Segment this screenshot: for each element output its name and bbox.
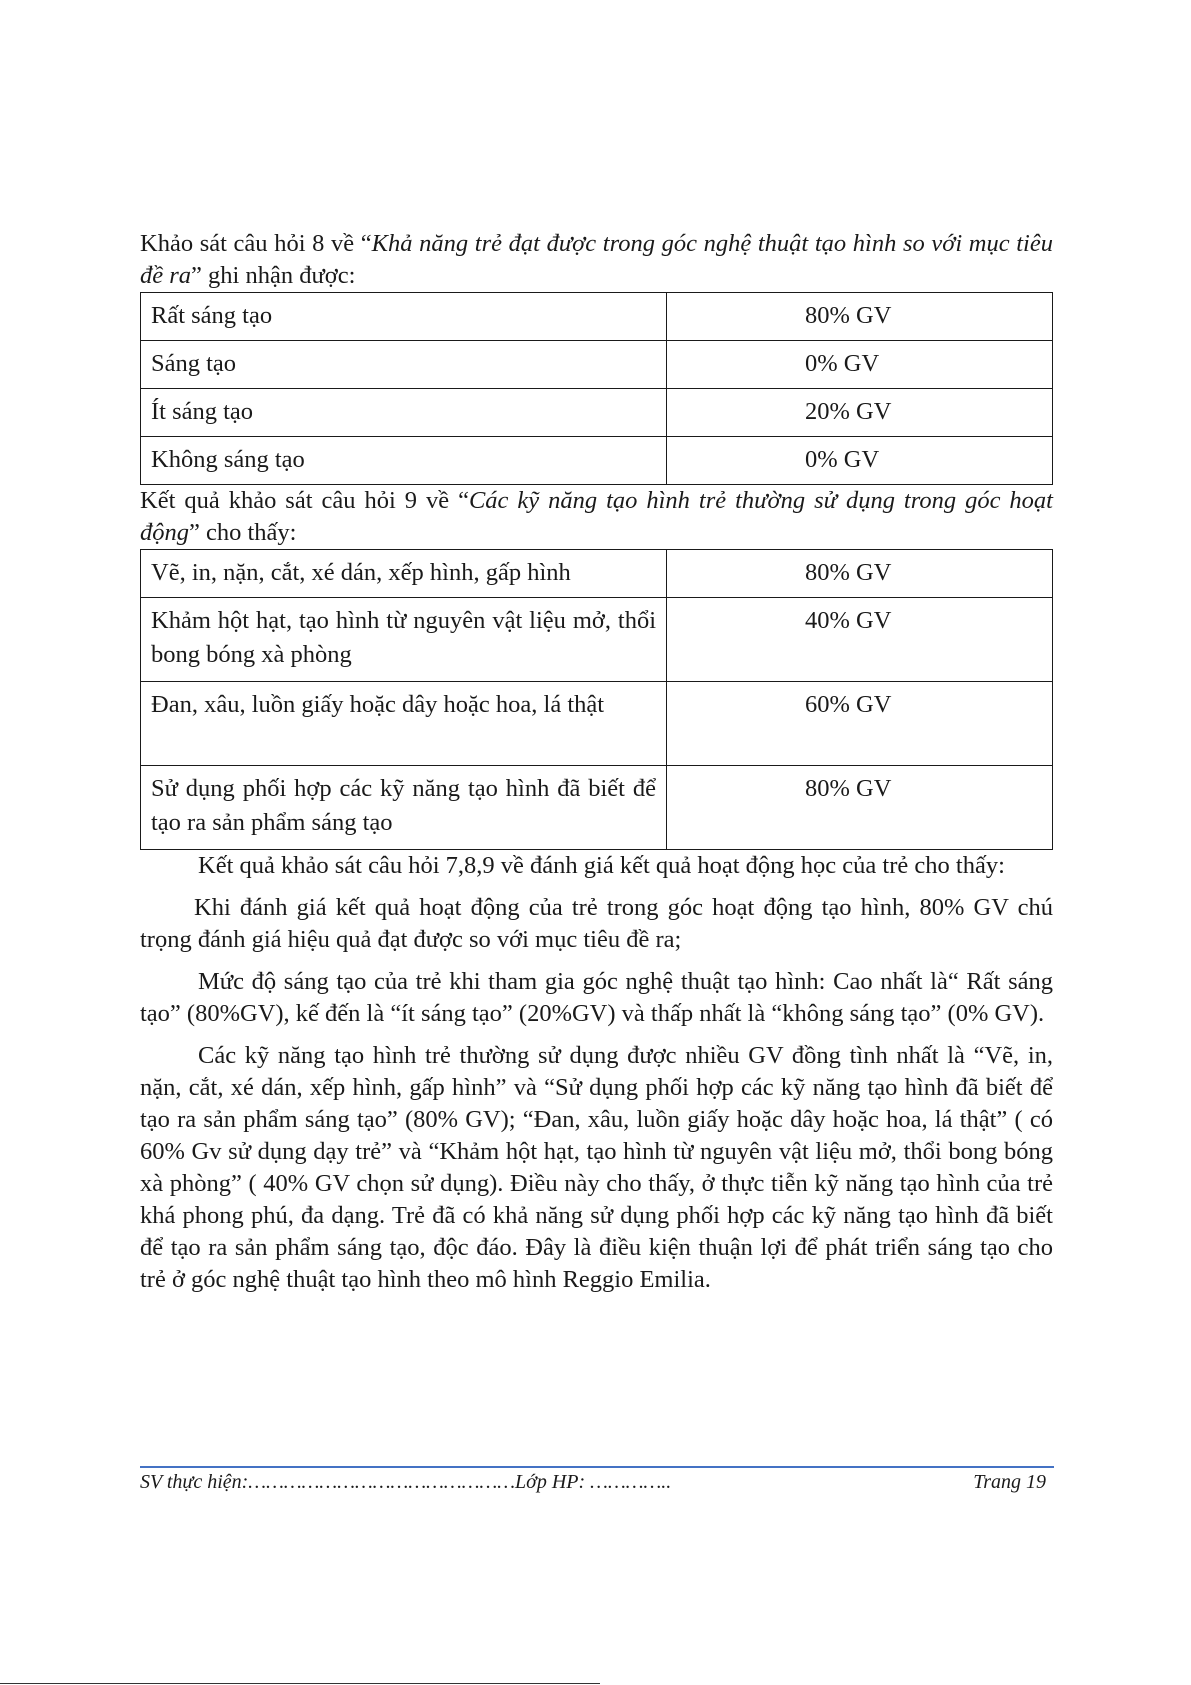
- table-row: [141, 389, 1053, 437]
- footer-student-info: SV thực hiện:………………………………………Lớp HP: …………..: [140, 1471, 672, 1493]
- table-cell-value: 0% GV: [667, 341, 1053, 389]
- table-cell-value: 80% GV: [667, 766, 1053, 850]
- q9-intro-suffix: ” cho thấy:: [189, 519, 297, 546]
- page-number: Trang 19: [973, 1471, 1046, 1493]
- table-row: [141, 341, 1053, 389]
- table-row: [141, 766, 1053, 850]
- q8-intro-suffix: ” ghi nhận được:: [191, 262, 356, 289]
- table-row: [141, 682, 1053, 766]
- table-row: [141, 550, 1053, 598]
- q9-intro-question: Các kỹ năng tạo hình trẻ thường sử dụng trong góc hoạt động: [140, 487, 1053, 546]
- table-cell-label: Đan, xâu, luồn giấy hoặc dây hoặc hoa, lá thật: [141, 682, 667, 766]
- summary-paragraph-4: Các kỹ năng tạo hình trẻ thường sử dụng được nhiều GV đồng tình nhất là “Vẽ, in, nặn, cắt, xé dán, xếp hình, gấp hình” và “Sử dụng phối hợp các kỹ năng tạo hình đã biết để tạo ra sản phẩm sáng tạo” (80% GV); “Đan, xâu, luồn giấy hoặc dây hoặc hoa, lá thật” ( có 60% Gv sử dụng dạy trẻ” và “Khảm hột hạt, tạo hình từ nguyên vật liệu mở, thổi bong bóng xà phòng” ( 40% GV chọn sử dụng). Điều này cho thấy, ở thực tiễn kỹ năng tạo hình của trẻ khá phong phú, đa dạng. Trẻ đã có khả năng sử dụng phối hợp các kỹ năng tạo hình đã biết để tạo ra sản phẩm sáng tạo, độc đáo. Đây là điều kiện thuận lợi để phát triển sáng tạo cho trẻ ở góc nghệ thuật tạo hình theo mô hình Reggio Emilia.: [140, 1042, 1053, 1293]
- table-cell-value: 0% GV: [667, 437, 1053, 485]
- q8-intro-paragraph: [140, 228, 1053, 292]
- summary-paragraph-2: Khi đánh giá kết quả hoạt động của trẻ trong góc hoạt động tạo hình, 80% GV chú trọng đánh giá hiệu quả đạt được so với mục tiêu đề ra;: [140, 894, 1053, 953]
- table-cell-label: Rất sáng tạo: [141, 293, 667, 341]
- table-cell-label: Sáng tạo: [141, 341, 667, 389]
- page-bottom-divider: [0, 1683, 600, 1684]
- summary-paragraph-1: Kết quả khảo sát câu hỏi 7,8,9 về đánh giá kết quả hoạt động học của trẻ cho thấy:: [198, 852, 1005, 879]
- q9-results-table: [140, 549, 1053, 850]
- table-cell-value: 60% GV: [667, 682, 1053, 766]
- table-cell-label: Vẽ, in, nặn, cắt, xé dán, xếp hình, gấp hình: [141, 550, 667, 598]
- table-cell-label: Không sáng tạo: [141, 437, 667, 485]
- table-row: [141, 598, 1053, 682]
- table-cell-value: 80% GV: [667, 293, 1053, 341]
- q9-intro-paragraph: [140, 485, 1053, 549]
- q8-intro-question: Khả năng trẻ đạt được trong góc nghệ thuật tạo hình so với mục tiêu đề ra: [140, 230, 1053, 289]
- table-row: [141, 437, 1053, 485]
- page-content: [140, 228, 1053, 1296]
- q8-results-table: [140, 292, 1053, 485]
- table-cell-value: 80% GV: [667, 550, 1053, 598]
- q9-intro-prefix: Kết quả khảo sát câu hỏi 9 về “: [140, 487, 469, 514]
- table-cell-label: Ít sáng tạo: [141, 389, 667, 437]
- summary-paragraph-3: Mức độ sáng tạo của trẻ khi tham gia góc nghệ thuật tạo hình: Cao nhất là“ Rất sáng tạo” (80%GV), kế đến là “ít sáng tạo” (20%GV) và thấp nhất là “không sáng tạo” (0% GV).: [140, 968, 1053, 1027]
- q8-intro-prefix: Khảo sát câu hỏi 8 về “: [140, 230, 372, 257]
- table-row: [141, 293, 1053, 341]
- page-footer: [140, 1469, 1046, 1495]
- footer-rule: [140, 1466, 1054, 1468]
- table-cell-label: Khảm hột hạt, tạo hình từ nguyên vật liệu mở, thổi bong bóng xà phòng: [141, 598, 667, 682]
- table-cell-label: Sử dụng phối hợp các kỹ năng tạo hình đã biết để tạo ra sản phẩm sáng tạo: [141, 766, 667, 850]
- table-cell-value: 20% GV: [667, 389, 1053, 437]
- table-cell-value: 40% GV: [667, 598, 1053, 682]
